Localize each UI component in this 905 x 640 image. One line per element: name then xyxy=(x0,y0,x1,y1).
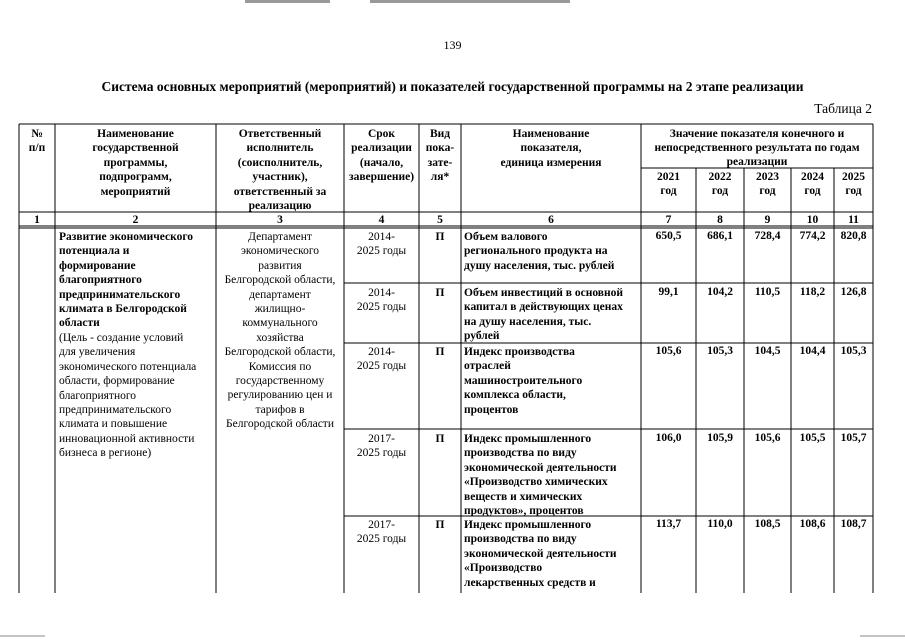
row-value-2025: 126,8 xyxy=(840,286,867,298)
table-label: Таблица 2 xyxy=(814,101,872,116)
header-year-2023: 2023 год xyxy=(756,171,779,198)
header-term: Срок реализации (начало, завершение) xyxy=(348,128,415,184)
page-number: 139 xyxy=(443,38,462,52)
row-value-2021: 105,6 xyxy=(655,345,682,357)
column-number: 11 xyxy=(848,214,859,226)
program-responsible: Департамент экономического развития Белгородской области, департамент жилищно- коммунального хозяйства Белгородской области, Комиссия по государственному регулированию цен и тарифов в Белгородской области xyxy=(224,231,336,431)
row-term: 2014- 2025 годы xyxy=(356,231,407,258)
row-value-2022: 105,3 xyxy=(707,345,733,357)
row-kind: П xyxy=(435,433,445,445)
header-year-2022: 2022 год xyxy=(708,171,732,198)
row-value-2021: 99,1 xyxy=(658,286,679,298)
column-number: 1 xyxy=(34,214,40,226)
column-number: 8 xyxy=(717,214,723,226)
row-value-2023: 108,5 xyxy=(754,518,781,530)
row-value-2024: 105,5 xyxy=(799,432,826,444)
column-number: 3 xyxy=(277,214,283,226)
document-title: Система основных мероприятий (мероприятий) и показателей государственной программы на 2 этапе реализации xyxy=(101,79,804,94)
column-number: 5 xyxy=(437,214,443,226)
header-year-2025: 2025 год xyxy=(842,171,865,198)
header-name: Наименование государственной программы, подпрограмм, мероприятий xyxy=(92,128,179,198)
row-value-2021: 106,0 xyxy=(655,432,682,444)
row-value-2022: 686,1 xyxy=(707,230,733,242)
header-indicator: Наименование показателя, единица измерения xyxy=(500,128,602,169)
header-values-group: Значение показателя конечного и непосредственного результата по годам реализации xyxy=(654,128,860,168)
column-number: 7 xyxy=(665,214,672,226)
row-kind: П xyxy=(435,231,445,243)
column-number: 10 xyxy=(806,214,819,226)
row-indicator: Индекс производства отраслей машиностроительного комплекса области, процентов xyxy=(464,346,583,416)
row-indicator: Индекс промышленного производства по виду экономической деятельности «Производство лекарственных средств и xyxy=(464,519,617,589)
row-indicator: Объем инвестиций в основной капитал в действующих ценах на душу населения, тыс. рублей xyxy=(464,287,624,343)
header-number: № п/п xyxy=(28,128,46,155)
header-kind: Вид пока- зате- ля* xyxy=(425,128,455,184)
column-number: 2 xyxy=(132,214,139,226)
row-value-2024: 108,6 xyxy=(799,518,826,530)
row-value-2025: 105,7 xyxy=(840,432,867,444)
row-kind: П xyxy=(435,287,445,299)
column-number: 9 xyxy=(764,214,771,226)
row-term: 2014- 2025 годы xyxy=(356,346,407,373)
row-value-2025: 820,8 xyxy=(840,230,867,242)
row-value-2025: 108,7 xyxy=(840,518,867,530)
row-value-2022: 105,9 xyxy=(707,432,733,444)
row-value-2021: 113,7 xyxy=(655,518,682,530)
row-value-2023: 105,6 xyxy=(754,432,781,444)
column-number: 4 xyxy=(378,214,385,226)
header-responsible: Ответственный исполнитель (соисполнитель, участник), ответственный за реализацию xyxy=(233,128,327,213)
row-kind: П xyxy=(435,519,445,531)
row-indicator: Объем валового регионального продукта на душу населения, тыс. рублей xyxy=(464,231,615,272)
row-value-2023: 104,5 xyxy=(754,345,781,357)
row-kind: П xyxy=(435,346,445,358)
row-term: 2014- 2025 годы xyxy=(356,287,407,314)
row-value-2023: 110,5 xyxy=(754,286,781,298)
header-year-2021: 2021 год xyxy=(657,171,680,198)
row-value-2024: 104,4 xyxy=(799,345,826,357)
header-year-2024: 2024 год xyxy=(801,171,824,198)
row-value-2024: 118,2 xyxy=(799,286,826,298)
row-value-2022: 104,2 xyxy=(707,286,733,298)
program-goal: (Цель - создание условий для увеличения экономического потенциала области, формирование благоприятного предпринимательского климата и повышение инновационной активности бизнеса в регионе) xyxy=(59,332,197,460)
program-name: Развитие экономического потенциала и формирование благоприятного предпринимательского климата в Белгородской области xyxy=(59,231,194,330)
row-term: 2017- 2025 годы xyxy=(356,433,407,460)
row-value-2025: 105,3 xyxy=(840,345,867,357)
row-value-2024: 774,2 xyxy=(799,230,826,242)
row-term: 2017- 2025 годы xyxy=(356,519,407,546)
row-value-2022: 110,0 xyxy=(707,518,733,530)
column-number: 6 xyxy=(548,214,554,226)
row-value-2023: 728,4 xyxy=(754,230,781,242)
row-indicator: Индекс промышленного производства по виду экономической деятельности «Производство химических веществ и химических продуктов», процентов xyxy=(464,433,617,518)
row-value-2021: 650,5 xyxy=(655,230,682,242)
